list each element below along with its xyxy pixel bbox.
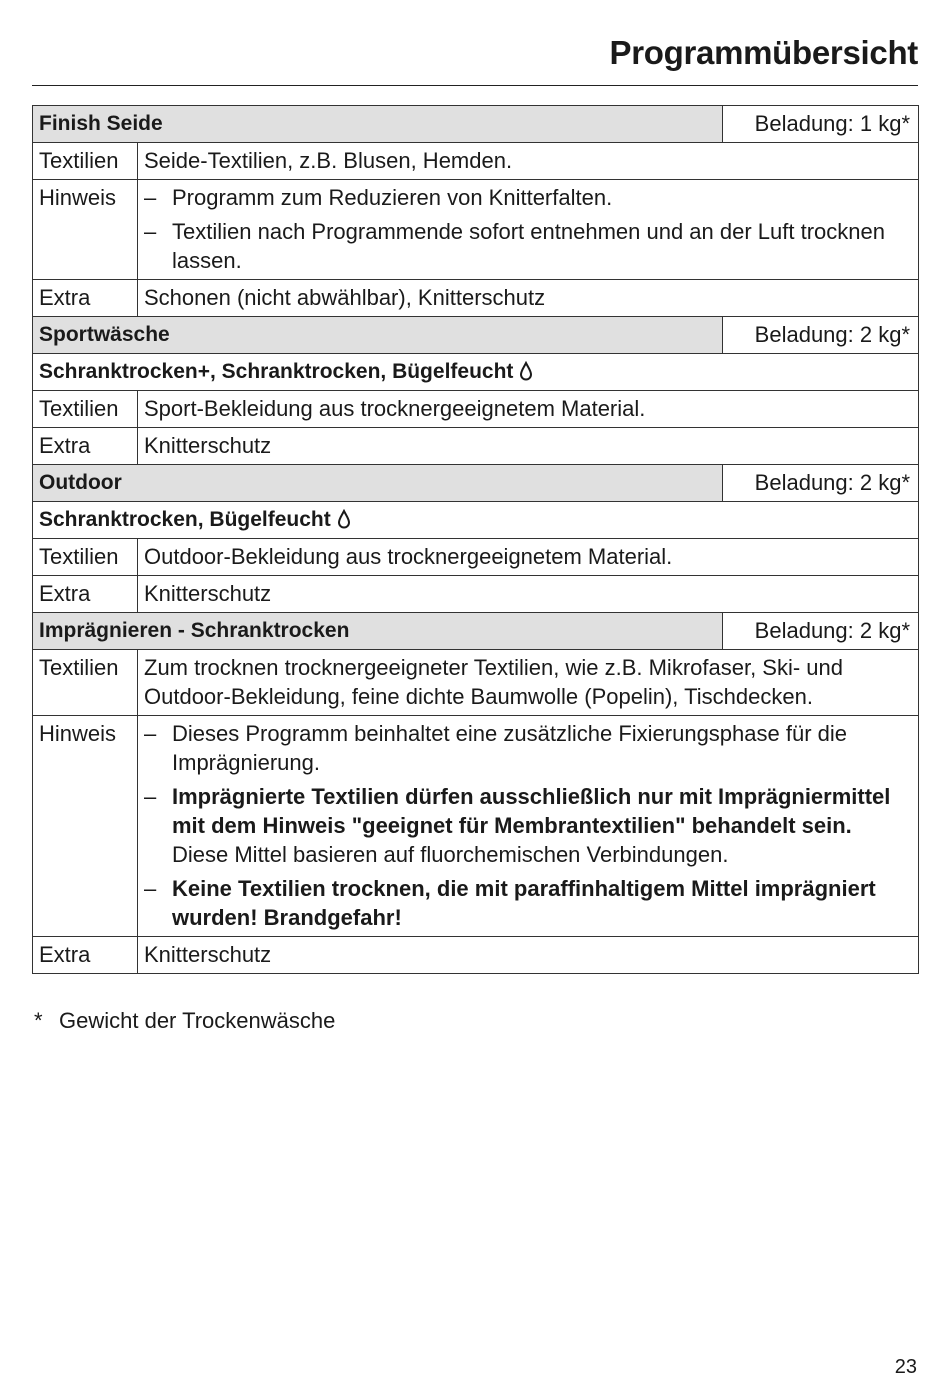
row-value (138, 716, 919, 937)
note-text: Dieses Programm beinhaltet eine zusätzliche Fixierungsphase für die Imprägnierung. (172, 721, 848, 775)
drying-levels-row (33, 502, 919, 539)
footnote-marker: * (34, 1008, 43, 1033)
note-text: Diese Mittel basieren auf fluorchemischen Verbindungen. (172, 842, 729, 867)
hinweis-list (144, 719, 912, 932)
program-header-outdoor (33, 465, 919, 502)
row-label: Extra (33, 280, 138, 317)
dash-bullet: – (144, 721, 157, 746)
page-title: Programmübersicht (609, 34, 918, 71)
list-item (144, 874, 912, 932)
note-text: Textilien nach Programmende sofort entnehmen und an der Luft trocknen lassen. (172, 219, 885, 273)
note-text: Programm zum Reduzieren von Knitterfalten. (172, 185, 613, 210)
row-value: Schonen (nicht abwählbar), Knitterschutz (138, 280, 919, 317)
drying-levels: Schranktrocken+, Schranktrocken, Bügelfeucht (39, 360, 514, 383)
row-value: Knitterschutz (138, 576, 919, 613)
program-load: Beladung: 2 kg* (723, 317, 919, 354)
program-load: Beladung: 1 kg* (723, 106, 919, 143)
table-row (33, 143, 919, 180)
row-label: Textilien (33, 539, 138, 576)
table-row (33, 391, 919, 428)
warning-text: Keine Textilien trocknen, die mit paraffinhaltigem Mittel imprägniert wurden! Brandgefahr! (172, 876, 876, 930)
table-row (33, 180, 919, 280)
row-label: Extra (33, 576, 138, 613)
row-label: Hinweis (33, 180, 138, 280)
iron-drop-icon (337, 509, 351, 529)
table-row (33, 280, 919, 317)
program-load: Beladung: 2 kg* (723, 465, 919, 502)
list-item (144, 183, 912, 212)
row-label: Textilien (33, 143, 138, 180)
row-value: Sport-Bekleidung aus trocknergeeignetem Material. (138, 391, 919, 428)
row-label: Hinweis (33, 716, 138, 937)
title-divider (32, 85, 918, 86)
row-value: Zum trocknen trocknergeeigneter Textilien, wie z.B. Mikrofaser, Ski- und Outdoor-Bekleidung, feine dichte Baumwolle (Popelin), Tischdecken. (138, 650, 919, 716)
row-value (138, 180, 919, 280)
drying-levels: Schranktrocken, Bügelfeucht (39, 508, 331, 531)
footnote-text: Gewicht der Trockenwäsche (59, 1008, 336, 1033)
warning-text: Imprägnierte Textilien dürfen ausschließlich nur mit Imprägniermittel mit dem Hinweis "geeignet für Membrantextilien" behandelt sein. (172, 784, 891, 838)
dash-bullet: – (144, 185, 157, 210)
program-name: Finish Seide (33, 106, 723, 143)
program-name: Outdoor (33, 465, 723, 502)
table-row (33, 650, 919, 716)
dash-bullet: – (144, 876, 157, 901)
row-label: Extra (33, 937, 138, 974)
table-row (33, 716, 919, 937)
row-label: Textilien (33, 391, 138, 428)
program-load: Beladung: 2 kg* (723, 613, 919, 650)
dash-bullet: – (144, 784, 157, 809)
program-header-impraegnieren (33, 613, 919, 650)
row-value: Knitterschutz (138, 428, 919, 465)
row-value: Seide-Textilien, z.B. Blusen, Hemden. (138, 143, 919, 180)
program-header-finish-seide (33, 106, 919, 143)
dash-bullet: – (144, 219, 157, 244)
table-row (33, 937, 919, 974)
row-value: Outdoor-Bekleidung aus trocknergeeignetem Material. (138, 539, 919, 576)
table-row (33, 576, 919, 613)
program-name: Imprägnieren - Schranktrocken (33, 613, 723, 650)
page-number: 23 (894, 1356, 917, 1378)
row-label: Textilien (33, 650, 138, 716)
hinweis-list (144, 183, 912, 275)
table-row (33, 539, 919, 576)
list-item (144, 217, 912, 275)
iron-drop-icon (519, 361, 533, 381)
list-item (144, 782, 912, 869)
footnote (34, 1008, 335, 1034)
drying-levels-row (33, 354, 919, 391)
row-value: Knitterschutz (138, 937, 919, 974)
program-header-sportwaesche (33, 317, 919, 354)
table-row (33, 428, 919, 465)
program-table (32, 105, 919, 974)
row-label: Extra (33, 428, 138, 465)
list-item (144, 719, 912, 777)
program-name: Sportwäsche (33, 317, 723, 354)
